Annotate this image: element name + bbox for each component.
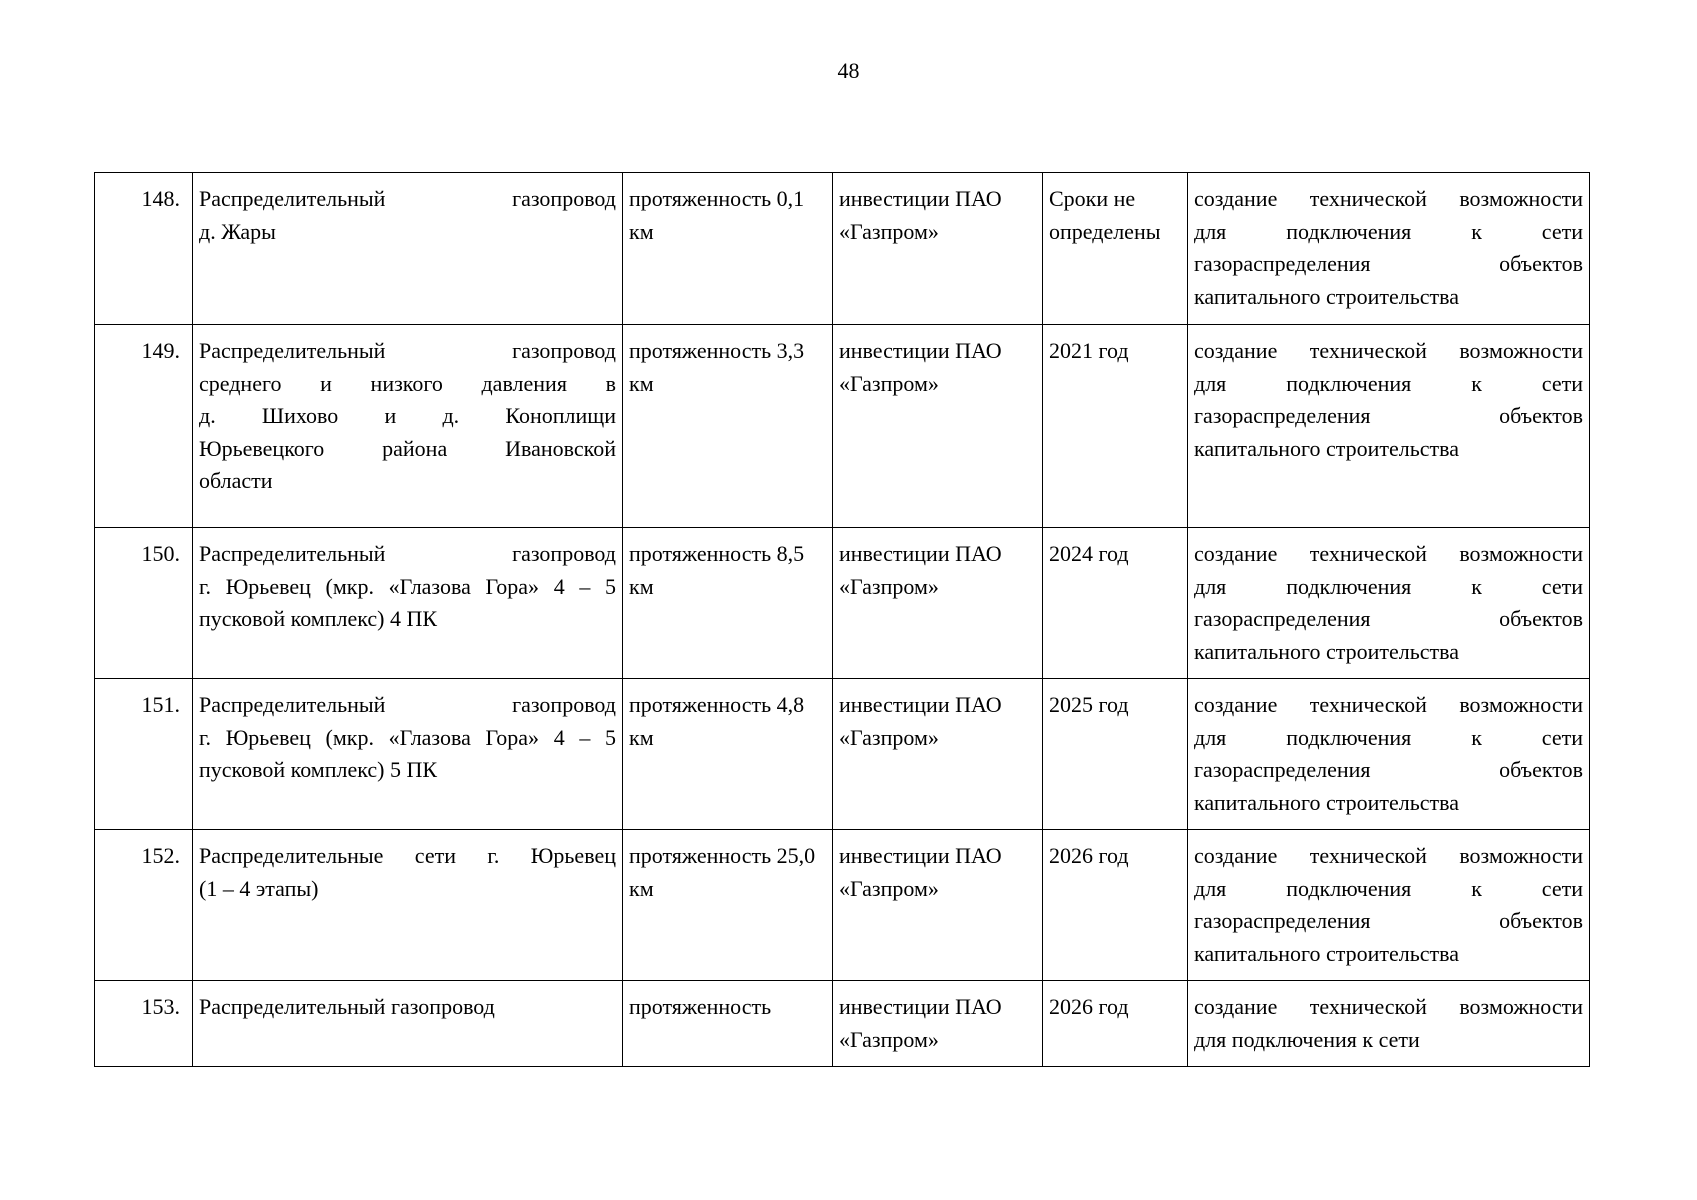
object-name-cell — [193, 173, 623, 325]
object-name-line: (1 – 4 этапы) — [199, 875, 319, 901]
effect-cell — [1188, 981, 1590, 1067]
effect-line: для подключения к сети — [1194, 218, 1583, 244]
object-name-line: Распределительные сети г. Юрьевец — [199, 843, 616, 868]
effect-line: для подключения к сети — [1194, 724, 1583, 750]
effect-line: капитального строительства — [1194, 638, 1460, 664]
object-name-line: области — [199, 468, 273, 493]
effect-line: газораспределения объектов — [1194, 251, 1583, 276]
term-cell: 2024 год — [1043, 528, 1188, 679]
capacity-cell: протяженность 0,1 км — [623, 173, 833, 325]
object-name-cell — [193, 981, 623, 1067]
object-name-line: Распределительный газопровод — [199, 338, 616, 363]
effect-line: газораспределения объектов — [1194, 606, 1583, 631]
effect-line: создание технической возможности — [1194, 186, 1583, 211]
table-row — [95, 981, 1590, 1067]
object-name-line: д. Шихово и д. Коноплищи — [199, 403, 616, 428]
object-name-line: г. Юрьевец (мкр. «Глазова Гора» 4 – 5 — [199, 573, 616, 599]
table-row — [95, 830, 1590, 981]
effect-line: капитального строительства — [1194, 283, 1460, 309]
effect-line: газораспределения объектов — [1194, 403, 1583, 428]
effect-line: газораспределения объектов — [1194, 757, 1583, 782]
capacity-cell: протяженность 8,5 км — [623, 528, 833, 679]
effect-cell — [1188, 325, 1590, 528]
effect-line: создание технической возможности — [1194, 843, 1583, 868]
table-row — [95, 528, 1590, 679]
funding-source-cell: инвестиции ПАО «Газпром» — [833, 830, 1043, 981]
object-name-line: Юрьевецкого района Ивановской — [199, 435, 616, 461]
object-name-line: Распределительный газопровод — [199, 692, 616, 717]
page-number: 48 — [837, 58, 860, 83]
effect-line: для подключения к сети — [1194, 1026, 1420, 1052]
row-number-cell: 150. — [95, 528, 193, 679]
capacity-cell: протяженность 25,0 км — [623, 830, 833, 981]
term-cell: 2026 год — [1043, 981, 1188, 1067]
effect-cell — [1188, 173, 1590, 325]
row-number-cell: 148. — [95, 173, 193, 325]
effect-line: капитального строительства — [1194, 789, 1460, 815]
row-number-cell: 153. — [95, 981, 193, 1067]
effect-line: для подключения к сети — [1194, 875, 1583, 901]
object-name-cell — [193, 679, 623, 830]
table-row — [95, 325, 1590, 528]
funding-source-cell: инвестиции ПАО «Газпром» — [833, 528, 1043, 679]
row-number-cell: 149. — [95, 325, 193, 528]
funding-source-cell: инвестиции ПАО «Газпром» — [833, 679, 1043, 830]
object-name-cell — [193, 830, 623, 981]
table-row — [95, 679, 1590, 830]
objects-table — [94, 172, 1590, 1067]
capacity-cell: протяженность 3,3 км — [623, 325, 833, 528]
funding-source-cell: инвестиции ПАО «Газпром» — [833, 981, 1043, 1067]
object-name-line: среднего и низкого давления в — [199, 370, 616, 396]
table-row — [95, 173, 1590, 325]
object-name-line: д. Жары — [199, 218, 276, 244]
effect-line: капитального строительства — [1194, 435, 1460, 461]
funding-source-cell: инвестиции ПАО «Газпром» — [833, 173, 1043, 325]
row-number-cell: 151. — [95, 679, 193, 830]
effect-cell — [1188, 830, 1590, 981]
object-name-cell — [193, 325, 623, 528]
effect-line: капитального строительства — [1194, 940, 1460, 966]
funding-source-cell: инвестиции ПАО «Газпром» — [833, 325, 1043, 528]
capacity-cell: протяженность 4,8 км — [623, 679, 833, 830]
effect-line: для подключения к сети — [1194, 370, 1583, 396]
effect-line: создание технической возможности — [1194, 338, 1583, 363]
object-name-line: Распределительный газопровод — [199, 186, 616, 211]
object-name-line: пусковой комплекс) 5 ПК — [199, 757, 438, 782]
object-name-line: г. Юрьевец (мкр. «Глазова Гора» 4 – 5 — [199, 724, 616, 750]
effect-line: газораспределения объектов — [1194, 908, 1583, 933]
term-cell: Сроки не определены — [1043, 173, 1188, 325]
effect-cell — [1188, 528, 1590, 679]
row-number-cell: 152. — [95, 830, 193, 981]
effect-line: создание технической возможности — [1194, 541, 1583, 566]
effect-line: для подключения к сети — [1194, 573, 1583, 599]
object-name-line: пусковой комплекс) 4 ПК — [199, 606, 438, 631]
effect-line: создание технической возможности — [1194, 994, 1583, 1019]
object-name-line: Распределительный газопровод — [199, 994, 495, 1019]
effect-cell — [1188, 679, 1590, 830]
term-cell: 2026 год — [1043, 830, 1188, 981]
term-cell: 2021 год — [1043, 325, 1188, 528]
capacity-cell: протяженность — [623, 981, 833, 1067]
object-name-line: Распределительный газопровод — [199, 541, 616, 566]
object-name-cell — [193, 528, 623, 679]
term-cell: 2025 год — [1043, 679, 1188, 830]
effect-line: создание технической возможности — [1194, 692, 1583, 717]
